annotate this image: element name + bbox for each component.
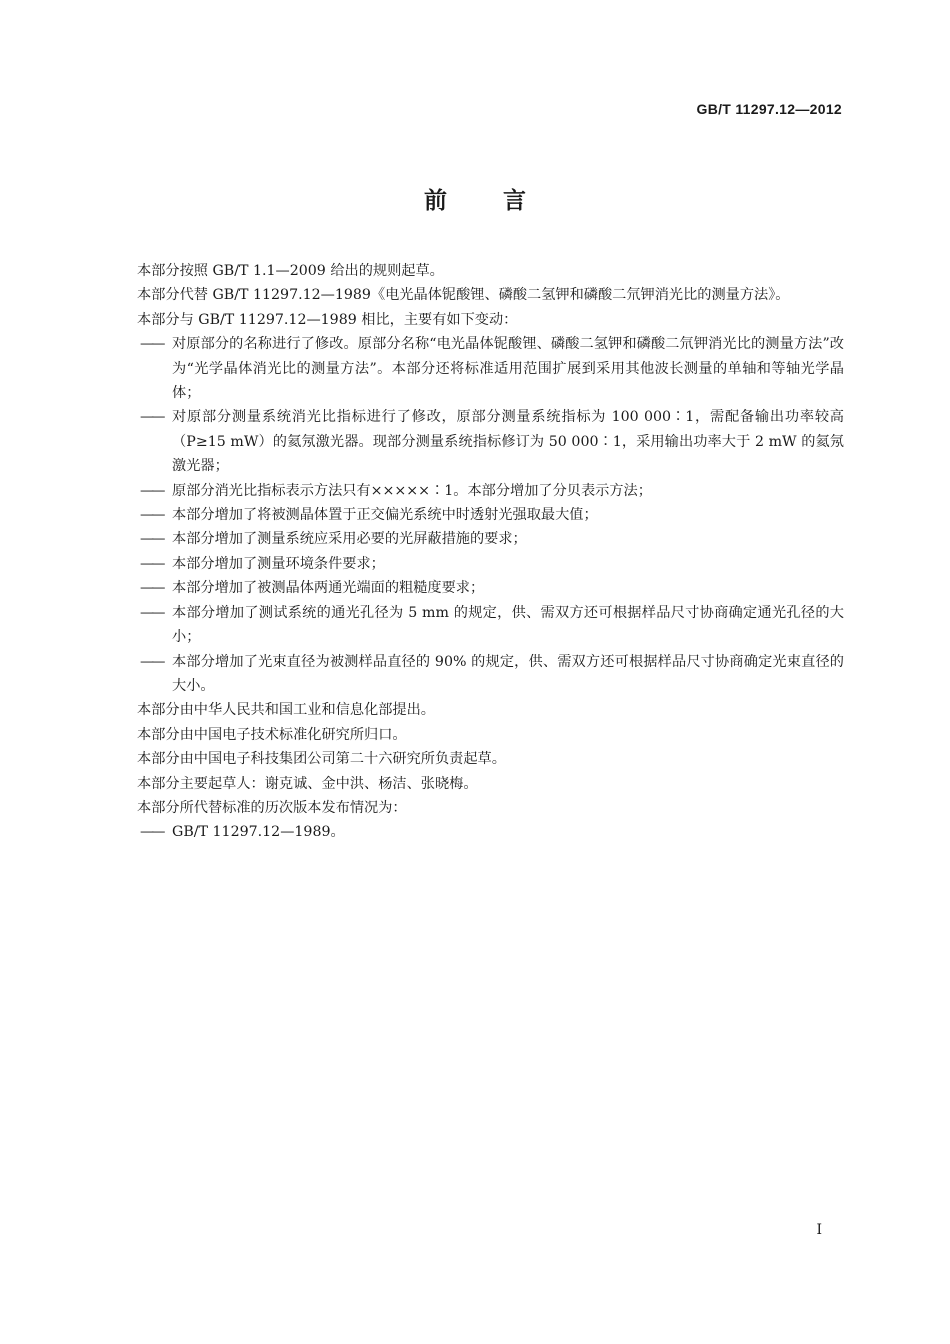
- change-item: [108, 552, 844, 576]
- standard-code: GB/T 11297.12—2012: [696, 101, 842, 117]
- change-item-text: 本部分增加了测试系统的通光孔径为 5 mm 的规定，供、需双方还可根据样品尺寸协商确定通光孔径的大小；: [172, 604, 844, 646]
- change-item-text: 本部分增加了被测晶体两通光端面的粗糙度要求；: [172, 580, 485, 597]
- change-item-text: 本部分增加了测量环境条件要求；: [172, 555, 385, 572]
- change-item: [108, 601, 844, 650]
- page-title: [0, 182, 950, 215]
- change-item-text: 原部分消光比指标表示方法只有×××××∶1。本部分增加了分贝表示方法；: [172, 482, 652, 499]
- page-number: I: [816, 1222, 822, 1238]
- paragraph: 本部分由中华人民共和国工业和信息化部提出。: [137, 702, 435, 719]
- dash-marker: ——: [140, 555, 163, 572]
- change-item: [108, 332, 844, 405]
- paragraph: 本部分按照 GB/T 1.1—2009 给出的规则起草。: [137, 263, 444, 279]
- change-item: [108, 576, 844, 600]
- paragraph: 本部分所代替标准的历次版本发布情况为：: [137, 799, 407, 816]
- paragraph: 本部分由中国电子技术标准化研究所归口。: [137, 726, 407, 743]
- paragraph: 本部分主要起草人：谢克诚、金中洪、杨洁、张晓梅。: [137, 775, 478, 792]
- change-item-text: GB/T 11297.12—1989。: [172, 824, 345, 841]
- change-item: [108, 479, 844, 503]
- paragraph: 本部分代替 GB/T 11297.12—1989《电光晶体铌酸锂、磷酸二氢钾和磷酸二氘钾消光比的测量方法》。: [137, 287, 790, 304]
- change-item: [108, 503, 844, 527]
- change-item: [108, 650, 844, 699]
- dash-marker: ——: [140, 531, 163, 548]
- foreword-body: [108, 259, 844, 845]
- dash-marker: ——: [140, 482, 163, 499]
- dash-marker: ——: [140, 336, 163, 353]
- change-item-text: 对原部分的名称进行了修改。原部分名称“电光晶体铌酸锂、磷酸二氢钾和磷酸二氘钾消光比的测量方法”改为“光学晶体消光比的测量方法”。本部分还将标准适用范围扩展到采用其他波长测量的单轴和等轴光学晶体；: [172, 336, 844, 402]
- paragraph: 本部分与 GB/T 11297.12—1989 相比，主要有如下变动：: [137, 311, 518, 328]
- change-item: [108, 405, 844, 478]
- dash-marker: ——: [140, 507, 163, 524]
- change-item-text: 本部分增加了将被测晶体置于正交偏光系统中时透射光强取最大值；: [172, 507, 598, 524]
- dash-marker: ——: [140, 580, 163, 597]
- dash-marker: ——: [140, 653, 163, 670]
- paragraph: 本部分由中国电子科技集团公司第二十六研究所负责起草。: [137, 751, 506, 768]
- change-item-text: 本部分增加了测量系统应采用必要的光屏蔽措施的要求；: [172, 531, 527, 548]
- title-char-1: 前: [424, 188, 447, 214]
- change-item-text: 对原部分测量系统消光比指标进行了修改，原部分测量系统指标为 100 000∶1，需配备输出功率较高（P≥15 mW）的氦氖激光器。现部分测量系统指标修订为 50 000∶1，采用输出功率大于 2 mW 的氦氖激光器；: [172, 409, 844, 475]
- change-item: [108, 527, 844, 551]
- dash-marker: ——: [140, 824, 163, 841]
- change-item: [108, 820, 844, 844]
- change-item-text: 本部分增加了光束直径为被测样品直径的 90% 的规定，供、需双方还可根据样品尺寸协商确定光束直径的大小。: [172, 653, 844, 694]
- dash-marker: ——: [140, 604, 163, 621]
- dash-marker: ——: [140, 409, 163, 426]
- title-char-2: 言: [503, 188, 526, 214]
